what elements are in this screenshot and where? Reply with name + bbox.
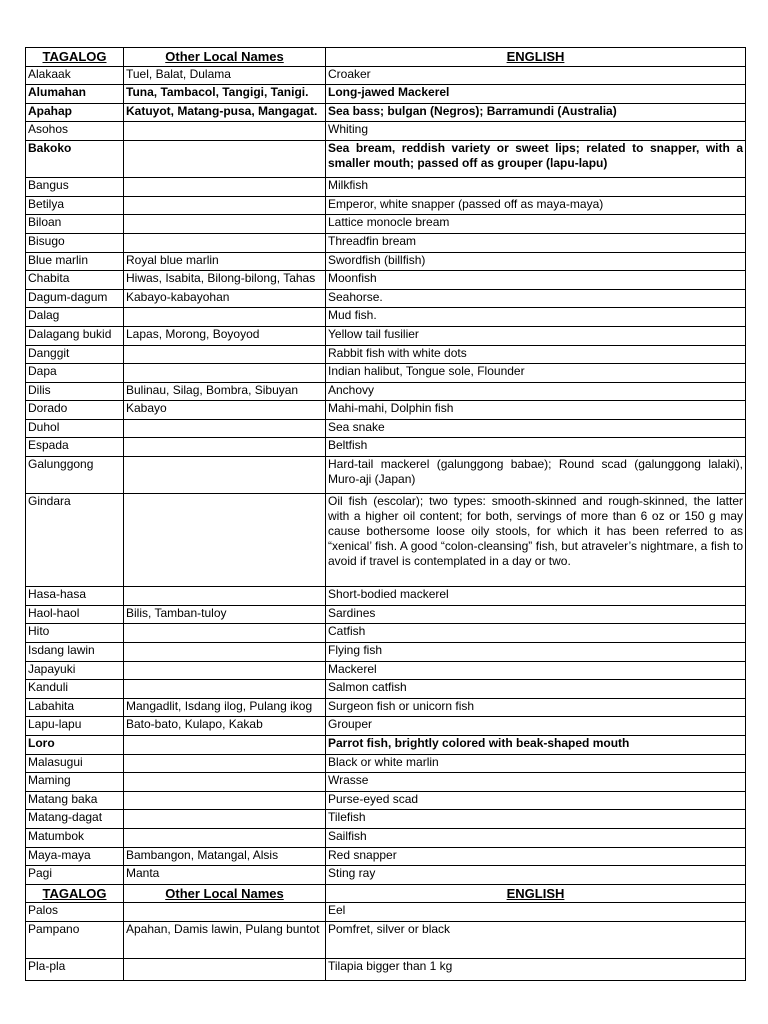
english-cell: Pomfret, silver or black xyxy=(326,921,746,958)
local-names-cell: Kabayo-kabayohan xyxy=(124,289,326,308)
header-local-names: Other Local Names xyxy=(124,884,326,903)
table-row xyxy=(26,754,746,773)
tagalog-cell: Espada xyxy=(26,438,124,457)
local-names-cell xyxy=(124,810,326,829)
tagalog-cell: Maya-maya xyxy=(26,847,124,866)
header-tagalog: TAGALOG xyxy=(26,48,124,67)
table-row xyxy=(26,289,746,308)
header-local-names: Other Local Names xyxy=(124,48,326,67)
english-cell: Sailfish xyxy=(326,828,746,847)
tagalog-cell: Gindara xyxy=(26,494,124,587)
tagalog-cell: Loro xyxy=(26,736,124,755)
table-row xyxy=(26,828,746,847)
local-names-cell xyxy=(124,457,326,494)
tagalog-cell: Bakoko xyxy=(26,140,124,177)
header-english: ENGLISH xyxy=(326,48,746,67)
table-row xyxy=(26,196,746,215)
local-names-cell xyxy=(124,178,326,197)
english-cell: Oil fish (escolar); two types: smooth-skinned and rough-skinned, the latter with a higher oil content; for both, servings of more than 6 oz or 150 g may cause bothersome loose oily stools, for which it has been referred to as “xenical’ fish. A good “colon-cleansing” fish, but atraveler’s nightmare, a fish to avoid if travel is contemplated in a day or two. xyxy=(326,494,746,587)
tagalog-cell: Kanduli xyxy=(26,680,124,699)
local-names-cell xyxy=(124,196,326,215)
english-cell: Threadfin bream xyxy=(326,233,746,252)
tagalog-cell: Alakaak xyxy=(26,66,124,85)
english-cell: Flying fish xyxy=(326,643,746,662)
english-cell: Sea bream, reddish variety or sweet lips; related to snapper, with a smaller mouth; passed off as grouper (lapu-lapu) xyxy=(326,140,746,177)
table-row xyxy=(26,736,746,755)
table-row xyxy=(26,233,746,252)
local-names-cell xyxy=(124,791,326,810)
english-cell: Moonfish xyxy=(326,271,746,290)
local-names-cell xyxy=(124,959,326,981)
tagalog-cell: Danggit xyxy=(26,345,124,364)
table-row xyxy=(26,85,746,104)
table-row xyxy=(26,959,746,981)
tagalog-cell: Lapu-lapu xyxy=(26,717,124,736)
local-names-cell xyxy=(124,754,326,773)
table-row xyxy=(26,643,746,662)
local-names-cell: Bato-bato, Kulapo, Kakab xyxy=(124,717,326,736)
local-names-cell: Mangadlit, Isdang ilog, Pulang ikog xyxy=(124,698,326,717)
english-cell: Yellow tail fusilier xyxy=(326,326,746,345)
tagalog-cell: Japayuki xyxy=(26,661,124,680)
table-row xyxy=(26,457,746,494)
tagalog-cell: Biloan xyxy=(26,215,124,234)
local-names-cell xyxy=(124,419,326,438)
local-names-cell xyxy=(124,661,326,680)
table-row xyxy=(26,66,746,85)
table-body xyxy=(26,48,746,981)
table-row xyxy=(26,791,746,810)
tagalog-cell: Blue marlin xyxy=(26,252,124,271)
english-cell: Short-bodied mackerel xyxy=(326,587,746,606)
table-row xyxy=(26,847,746,866)
header-row xyxy=(26,48,746,67)
local-names-cell: Bulinau, Silag, Bombra, Sibuyan xyxy=(124,382,326,401)
english-cell: Lattice monocle bream xyxy=(326,215,746,234)
tagalog-cell: Apahap xyxy=(26,103,124,122)
local-names-cell xyxy=(124,624,326,643)
english-cell: Mud fish. xyxy=(326,308,746,327)
tagalog-cell: Malasugui xyxy=(26,754,124,773)
table-row xyxy=(26,103,746,122)
table-row xyxy=(26,494,746,587)
table-row xyxy=(26,215,746,234)
local-names-cell: Lapas, Morong, Boyoyod xyxy=(124,326,326,345)
header-english: ENGLISH xyxy=(326,884,746,903)
tagalog-cell: Dalagang bukid xyxy=(26,326,124,345)
tagalog-cell: Alumahan xyxy=(26,85,124,104)
table-row xyxy=(26,680,746,699)
tagalog-cell: Matang-dagat xyxy=(26,810,124,829)
tagalog-cell: Pagi xyxy=(26,866,124,885)
table-row xyxy=(26,178,746,197)
local-names-cell: Hiwas, Isabita, Bilong-bilong, Tahas xyxy=(124,271,326,290)
local-names-cell xyxy=(124,494,326,587)
table-row xyxy=(26,308,746,327)
english-cell: Long-jawed Mackerel xyxy=(326,85,746,104)
english-cell: Sardines xyxy=(326,605,746,624)
english-cell: Red snapper xyxy=(326,847,746,866)
local-names-cell: Tuel, Balat, Dulama xyxy=(124,66,326,85)
table-row xyxy=(26,252,746,271)
tagalog-cell: Matang baka xyxy=(26,791,124,810)
table-row xyxy=(26,419,746,438)
tagalog-cell: Maming xyxy=(26,773,124,792)
local-names-cell: Tuna, Tambacol, Tangigi, Tanigi. xyxy=(124,85,326,104)
local-names-cell: Bambangon, Matangal, Alsis xyxy=(124,847,326,866)
local-names-cell xyxy=(124,680,326,699)
table-row xyxy=(26,773,746,792)
local-names-cell xyxy=(124,122,326,141)
english-cell: Surgeon fish or unicorn fish xyxy=(326,698,746,717)
tagalog-cell: Galunggong xyxy=(26,457,124,494)
tagalog-cell: Isdang lawin xyxy=(26,643,124,662)
local-names-cell xyxy=(124,643,326,662)
tagalog-cell: Chabita xyxy=(26,271,124,290)
english-cell: Tilapia bigger than 1 kg xyxy=(326,959,746,981)
english-cell: Rabbit fish with white dots xyxy=(326,345,746,364)
tagalog-cell: Dalag xyxy=(26,308,124,327)
header-tagalog: TAGALOG xyxy=(26,884,124,903)
local-names-cell xyxy=(124,903,326,922)
tagalog-cell: Hito xyxy=(26,624,124,643)
table-row xyxy=(26,698,746,717)
english-cell: Salmon catfish xyxy=(326,680,746,699)
table-row xyxy=(26,624,746,643)
english-cell: Swordfish (billfish) xyxy=(326,252,746,271)
english-cell: Mackerel xyxy=(326,661,746,680)
english-cell: Grouper xyxy=(326,717,746,736)
tagalog-cell: Labahita xyxy=(26,698,124,717)
english-cell: Sea bass; bulgan (Negros); Barramundi (Australia) xyxy=(326,103,746,122)
local-names-cell xyxy=(124,233,326,252)
tagalog-cell: Bisugo xyxy=(26,233,124,252)
table-row xyxy=(26,810,746,829)
english-cell: Hard-tail mackerel (galunggong babae); Round scad (galunggong lalaki), Muro-aji (Japan) xyxy=(326,457,746,494)
local-names-cell: Manta xyxy=(124,866,326,885)
local-names-cell: Royal blue marlin xyxy=(124,252,326,271)
table-row xyxy=(26,605,746,624)
english-cell: Parrot fish, brightly colored with beak-shaped mouth xyxy=(326,736,746,755)
local-names-cell xyxy=(124,773,326,792)
local-names-cell: Apahan, Damis lawin, Pulang buntot xyxy=(124,921,326,958)
english-cell: Catfish xyxy=(326,624,746,643)
table-row xyxy=(26,382,746,401)
table-row xyxy=(26,438,746,457)
table-row xyxy=(26,717,746,736)
table-row xyxy=(26,401,746,420)
tagalog-cell: Pla-pla xyxy=(26,959,124,981)
tagalog-cell: Dilis xyxy=(26,382,124,401)
tagalog-cell: Dorado xyxy=(26,401,124,420)
english-cell: Milkfish xyxy=(326,178,746,197)
english-cell: Purse-eyed scad xyxy=(326,791,746,810)
english-cell: Seahorse. xyxy=(326,289,746,308)
english-cell: Wrasse xyxy=(326,773,746,792)
english-cell: Whiting xyxy=(326,122,746,141)
tagalog-cell: Dapa xyxy=(26,364,124,383)
english-cell: Beltfish xyxy=(326,438,746,457)
english-cell: Sea snake xyxy=(326,419,746,438)
tagalog-cell: Pampano xyxy=(26,921,124,958)
table-row xyxy=(26,364,746,383)
table-row xyxy=(26,122,746,141)
local-names-cell: Kabayo xyxy=(124,401,326,420)
local-names-cell: Katuyot, Matang-pusa, Mangagat. xyxy=(124,103,326,122)
english-cell: Mahi-mahi, Dolphin fish xyxy=(326,401,746,420)
table-row xyxy=(26,866,746,885)
local-names-cell xyxy=(124,308,326,327)
english-cell: Sting ray xyxy=(326,866,746,885)
tagalog-cell: Asohos xyxy=(26,122,124,141)
tagalog-cell: Matumbok xyxy=(26,828,124,847)
tagalog-cell: Hasa-hasa xyxy=(26,587,124,606)
table-row xyxy=(26,661,746,680)
english-cell: Anchovy xyxy=(326,382,746,401)
local-names-cell: Bilis, Tamban-tuloy xyxy=(124,605,326,624)
local-names-cell xyxy=(124,215,326,234)
header-row xyxy=(26,884,746,903)
local-names-cell xyxy=(124,345,326,364)
english-cell: Indian halibut, Tongue sole, Flounder xyxy=(326,364,746,383)
tagalog-cell: Bangus xyxy=(26,178,124,197)
english-cell: Eel xyxy=(326,903,746,922)
table-row xyxy=(26,271,746,290)
tagalog-cell: Palos xyxy=(26,903,124,922)
table-row xyxy=(26,587,746,606)
english-cell: Black or white marlin xyxy=(326,754,746,773)
table-row xyxy=(26,140,746,177)
local-names-cell xyxy=(124,140,326,177)
table-row xyxy=(26,326,746,345)
local-names-cell xyxy=(124,587,326,606)
local-names-cell xyxy=(124,736,326,755)
tagalog-cell: Duhol xyxy=(26,419,124,438)
tagalog-cell: Dagum-dagum xyxy=(26,289,124,308)
english-cell: Croaker xyxy=(326,66,746,85)
english-cell: Tilefish xyxy=(326,810,746,829)
english-cell: Emperor, white snapper (passed off as maya-maya) xyxy=(326,196,746,215)
local-names-cell xyxy=(124,438,326,457)
table-row xyxy=(26,921,746,958)
tagalog-cell: Betilya xyxy=(26,196,124,215)
local-names-cell xyxy=(124,364,326,383)
table-row xyxy=(26,345,746,364)
local-names-cell xyxy=(124,828,326,847)
fish-names-table xyxy=(25,47,746,981)
table-row xyxy=(26,903,746,922)
tagalog-cell: Haol-haol xyxy=(26,605,124,624)
